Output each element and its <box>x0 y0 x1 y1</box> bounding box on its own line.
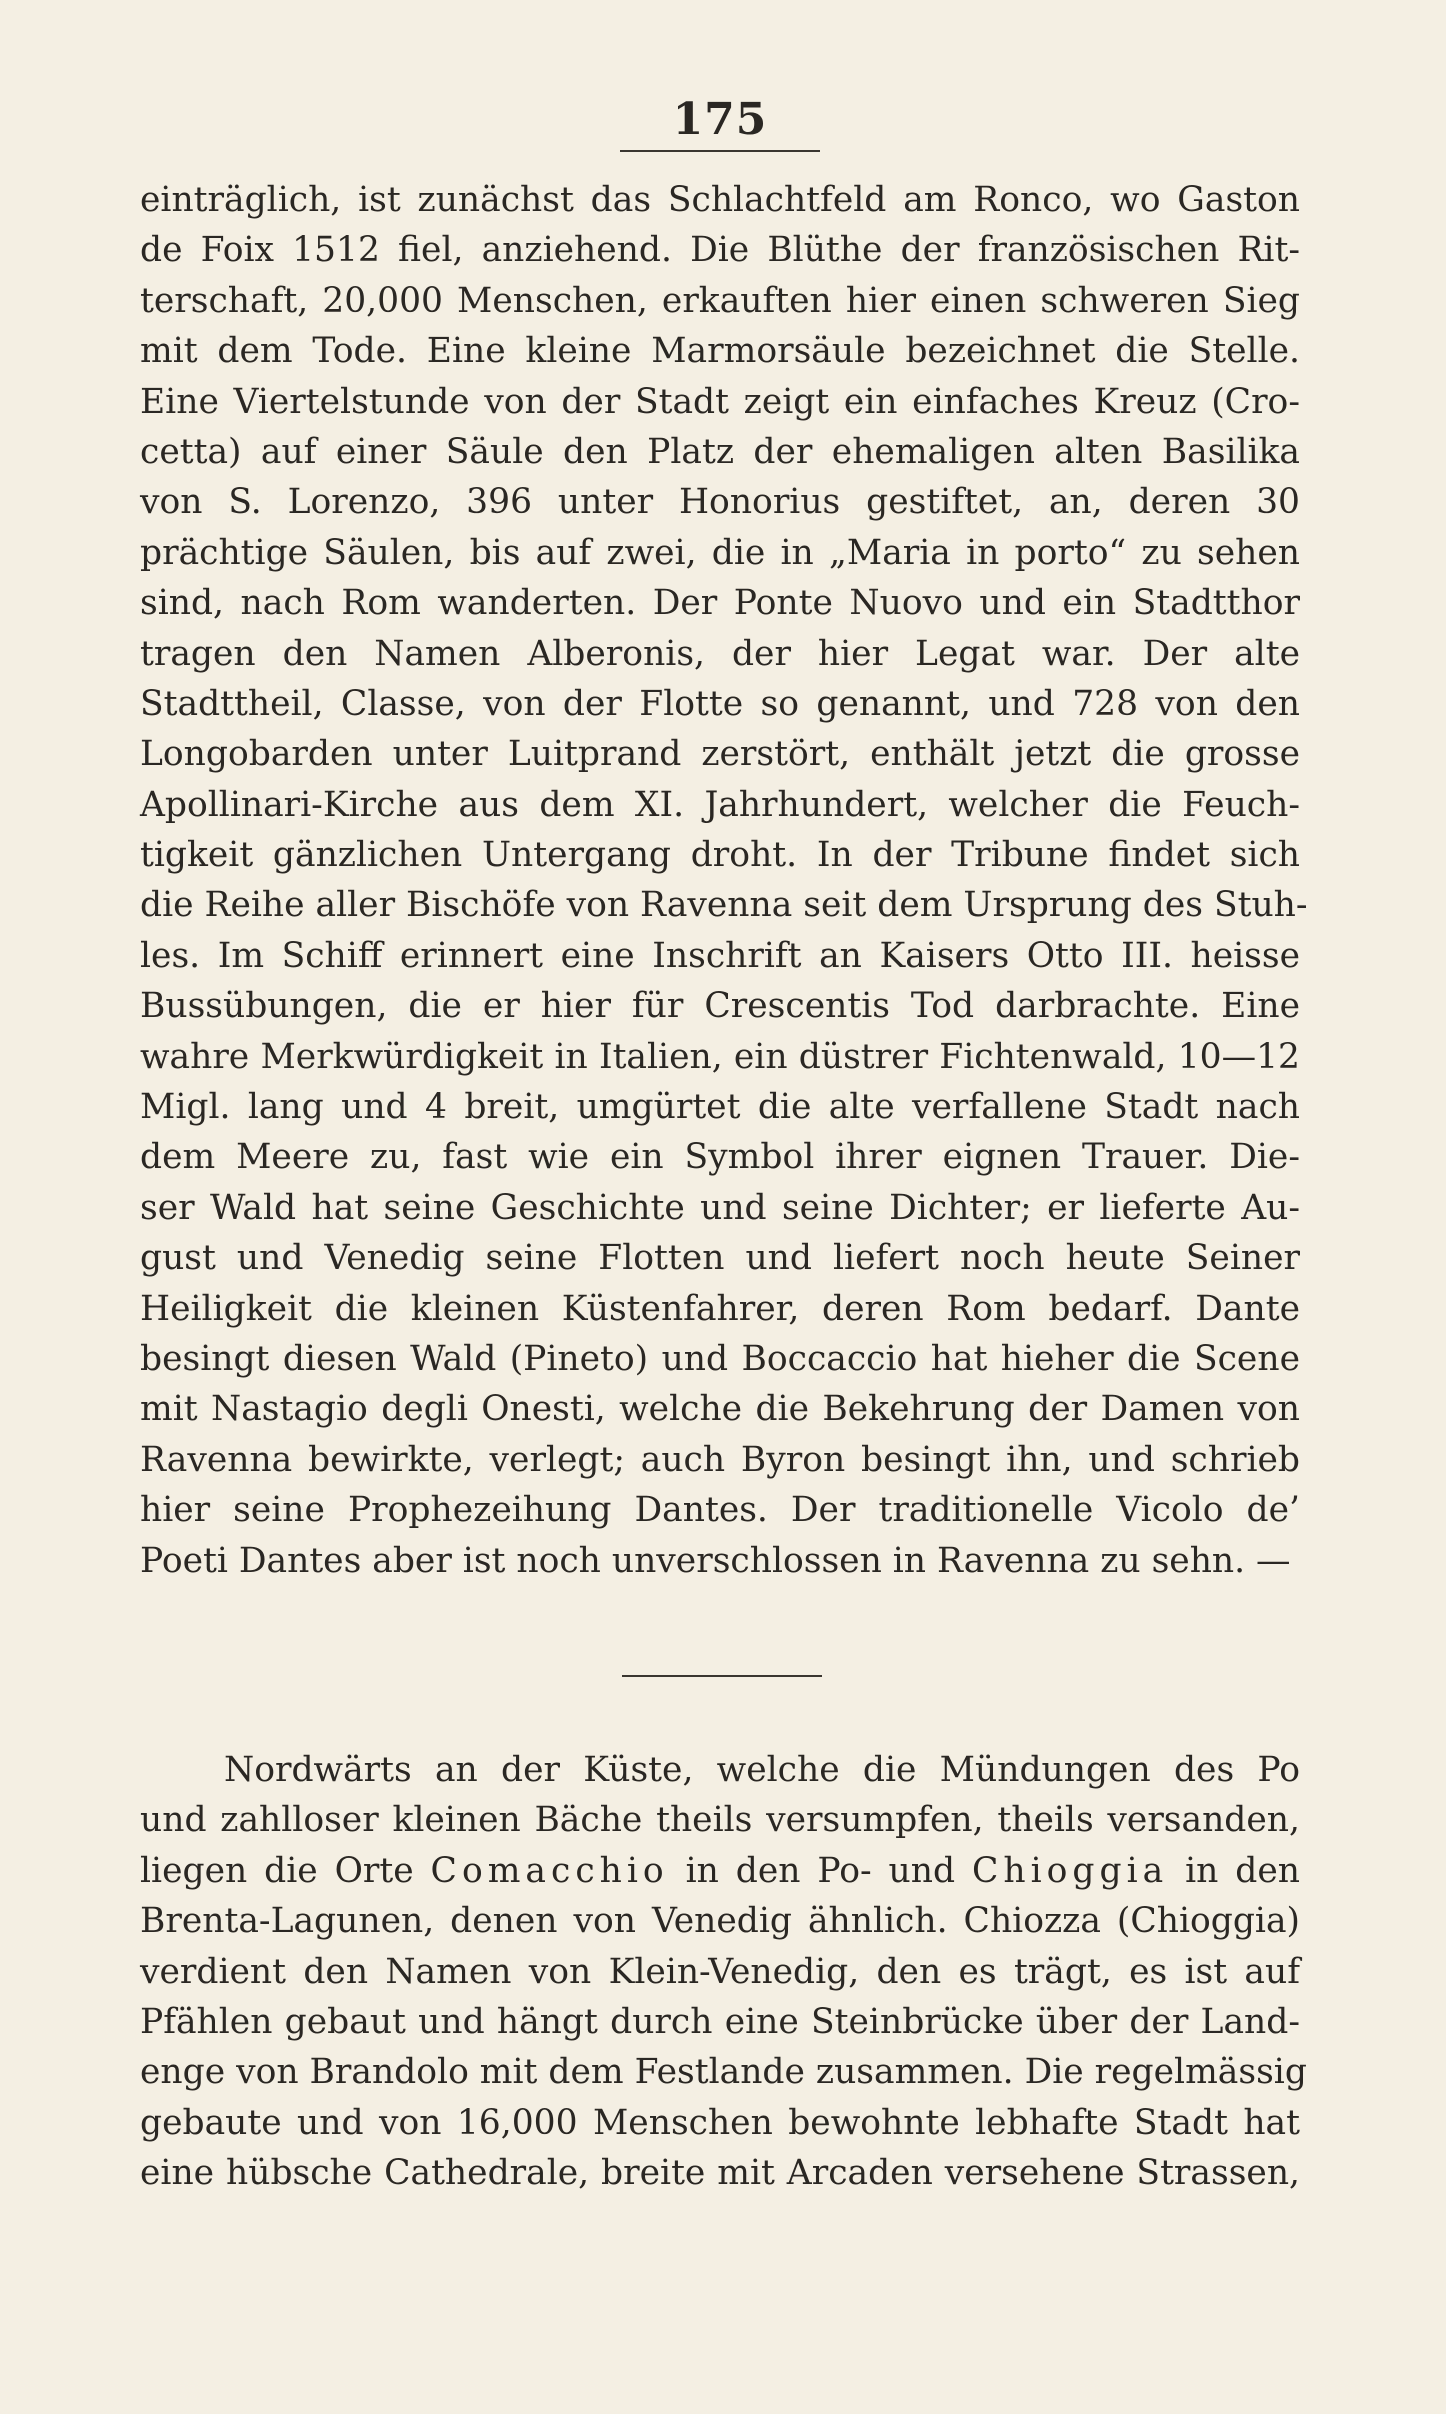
text-line: ser Wald hat seine Geschichte und seine Dichter; er lieferte Au- <box>140 1187 1300 1228</box>
text-line: Longobarden unter Luitprand zerstört, enthält jetzt die grosse <box>140 734 1300 775</box>
text-line: Poeti Dantes aber ist noch unverschlossen in Ravenna zu sehn. — <box>140 1540 1291 1581</box>
text-line: Heiligkeit die kleinen Küstenfahrer, deren Rom bedarf. Dante <box>140 1288 1300 1329</box>
text-line: de Foix 1512 fiel, anziehend. Die Blüthe der französischen Rit- <box>140 230 1300 271</box>
paragraph-two <box>140 1745 1307 2199</box>
text-line: Pfählen gebaut und hängt durch eine Steinbrücke über der Land- <box>140 2001 1300 2042</box>
text-line: eine hübsche Cathedrale, breite mit Arcaden versehene Strassen, <box>140 2153 1300 2194</box>
text-line: Ravenna bewirkte, verlegt; auch Byron besingt ihn, und schrieb <box>140 1439 1300 1480</box>
paragraph-one <box>140 175 1308 1586</box>
place-name-comacchio: Comacchio <box>430 1850 669 1891</box>
text-line: Apollinari-Kirche aus dem XI. Jahrhundert, welcher die Feuch- <box>140 784 1300 825</box>
text-line: Nordwärts an der Küste, welche die Mündungen des Po <box>224 1750 1300 1790</box>
text-line: hier seine Prophezeihung Dantes. Der traditionelle Vicolo de’ <box>140 1490 1300 1531</box>
text-line: sind, nach Rom wanderten. Der Ponte Nuovo und ein Stadtthor <box>140 583 1300 624</box>
text-line: und zahlloser kleinen Bäche theils versumpfen, theils versanden, <box>140 1800 1300 1841</box>
section-separator <box>622 1675 822 1677</box>
text-line: dem Meere zu, fast wie ein Symbol ihrer eignen Trauer. Die- <box>140 1137 1300 1178</box>
text-line: gust und Venedig seine Flotten und liefert noch heute Seiner <box>140 1238 1300 1279</box>
text-line: verdient den Namen von Klein-Venedig, den es trägt, es ist auf <box>140 1951 1300 1992</box>
text-line: einträglich, ist zunächst das Schlachtfeld am Ronco, wo Gaston <box>140 180 1300 220</box>
text-segment: in den <box>1185 1850 1301 1891</box>
page-number: 175 <box>672 94 768 145</box>
header-rule <box>620 150 820 152</box>
text-line <box>140 1846 1300 1896</box>
text-line: tigkeit gänzlichen Untergang droht. In der Tribune findet sich <box>140 835 1300 876</box>
place-name-chioggia: Chioggia <box>972 1850 1169 1891</box>
text-line: Stadttheil, Classe, von der Flotte so genannt, und 728 von den <box>140 683 1300 724</box>
text-line: Bussübungen, die er hier für Crescentis Tod darbrachte. Eine <box>140 986 1300 1027</box>
text-line: mit Nastagio degli Onesti, welche die Bekehrung der Damen von <box>140 1389 1300 1430</box>
text-line: Migl. lang und 4 breit, umgürtet die alte verfallene Stadt nach <box>140 1087 1300 1128</box>
text-line: cetta) auf einer Säule den Platz der ehemaligen alten Basilika <box>140 431 1300 472</box>
text-line: tragen den Namen Alberonis, der hier Legat war. Der alte <box>140 633 1300 674</box>
text-line: besingt diesen Wald (Pineto) und Boccaccio hat hieher die Scene <box>140 1338 1300 1379</box>
text-line: von S. Lorenzo, 396 unter Honorius gestiftet, an, deren 30 <box>140 482 1300 523</box>
text-line: Brenta-Lagunen, denen von Venedig ähnlich. Chiozza (Chioggia) <box>140 1901 1300 1942</box>
text-segment: liegen die Orte <box>140 1850 414 1891</box>
text-line: enge von Brandolo mit dem Festlande zusammen. Die regelmässig <box>140 2052 1307 2093</box>
text-line: les. Im Schiff erinnert eine Inschrift an Kaisers Otto III. heisse <box>140 935 1300 976</box>
text-line: die Reihe aller Bischöfe von Ravenna seit dem Ursprung des Stuh- <box>140 885 1308 926</box>
text-line: wahre Merkwürdigkeit in Italien, ein düstrer Fichtenwald, 10—12 <box>140 1036 1300 1077</box>
text-line: Eine Viertelstunde von der Stadt zeigt ein einfaches Kreuz (Cro- <box>140 381 1300 422</box>
text-segment: in den Po- und <box>685 1850 956 1891</box>
text-line: gebaute und von 16,000 Menschen bewohnte lebhafte Stadt hat <box>140 2102 1300 2143</box>
text-line: terschaft, 20,000 Menschen, erkauften hier einen schweren Sieg <box>140 280 1300 321</box>
text-line: prächtige Säulen, bis auf zwei, die in „Maria in porto“ zu sehen <box>140 532 1300 573</box>
text-line: mit dem Tode. Eine kleine Marmorsäule bezeichnet die Stelle. <box>140 331 1300 372</box>
